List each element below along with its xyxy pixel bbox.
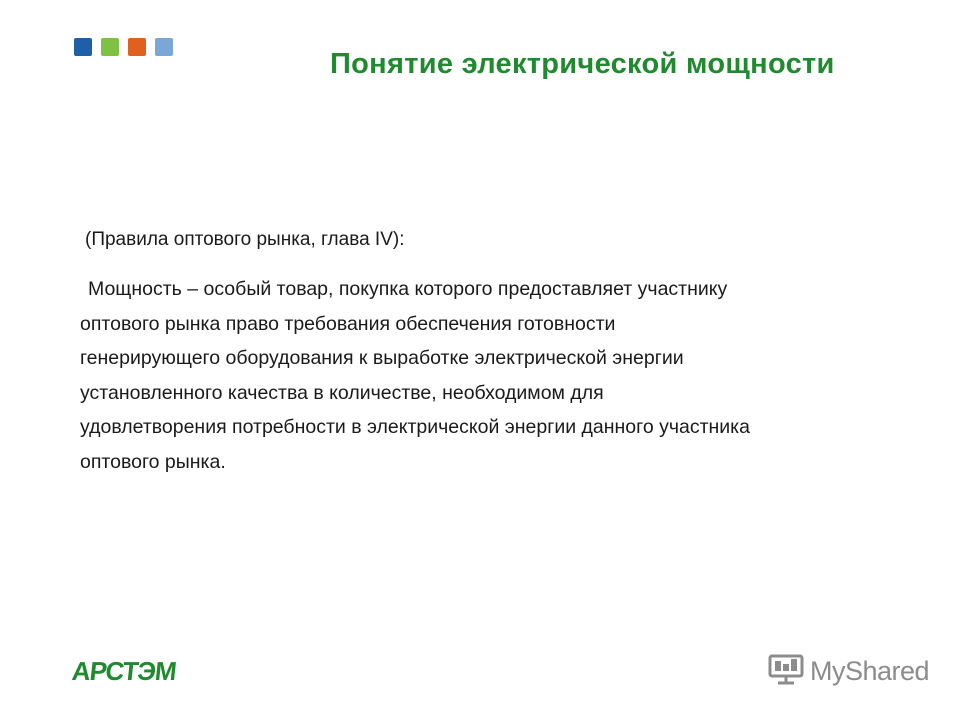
definition-paragraph (80, 272, 930, 479)
square-green (101, 38, 119, 56)
watermark-text: MyShared (810, 656, 930, 686)
paragraph-line: генерирующего оборудования к выработке электрической энергии (80, 347, 684, 369)
paragraph-line: оптового рынка. (80, 450, 226, 473)
myshared-watermark (768, 652, 929, 691)
decorative-squares (74, 38, 173, 56)
slide-title: Понятие электрической мощности (330, 48, 835, 80)
paragraph-line: Мощность – особый товар, покупка которого предоставляет участнику (88, 278, 728, 300)
square-orange (128, 38, 146, 56)
paragraph-line: установленного качества в количестве, необходимом для (80, 381, 604, 404)
source-reference: (Правила оптового рынка, глава IV): (85, 229, 405, 250)
paragraph-line: оптового рынка право требования обеспечения готовности (80, 312, 616, 335)
square-blue (74, 38, 92, 56)
square-light-blue (155, 38, 173, 56)
paragraph-line: удовлетворения потребности в электрической энергии данного участника (80, 416, 750, 438)
projector-screen-icon (768, 652, 804, 691)
arstem-logo: АРСТЭМ (70, 656, 178, 686)
